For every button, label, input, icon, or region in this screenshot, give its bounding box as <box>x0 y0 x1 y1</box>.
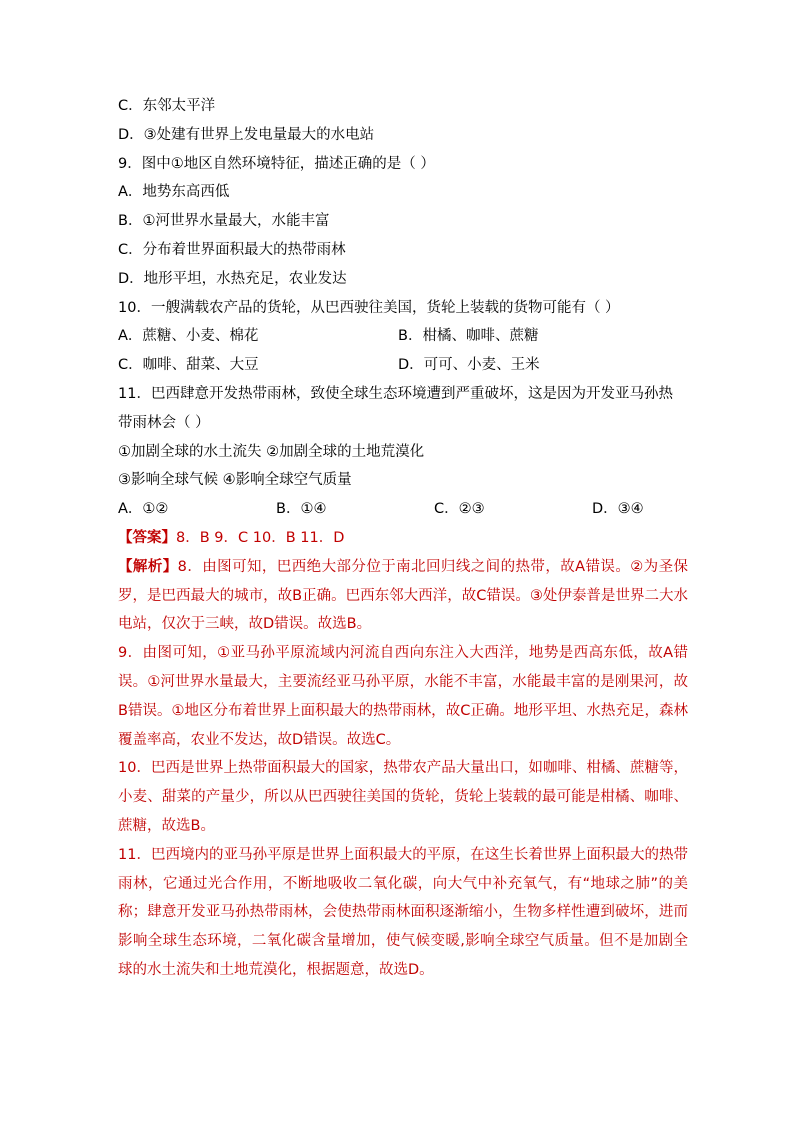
analysis-q11: 11．巴西境内的亚马孙平原是世界上面积最大的平原，在这生长着世界上面积最大的热带雨林，它通过光合作用，不断地吸收二氧化碳，向大气中补充氧气，有“地球之肺”的美称；肆意开发亚马孙热带雨林，会使热带雨林面积逐渐缩小，生物多样性遭到破坏，进而影响全球生态环境，二氧化碳含量增加，使气候变暖,影响全球空气质量。但不是加剧全球的水土流失和土地荒漠化，根据题意，故选D。 <box>118 846 688 978</box>
q10-option-b: B．柑橘、咖啡、蔗糖 <box>398 328 539 345</box>
q10-option-a: A．蔗糖、小麦、棉花 <box>118 328 259 345</box>
q11-option-d: D．③④ <box>592 501 644 518</box>
analysis-q8 <box>118 553 688 639</box>
q10-option-d: D．可可、小麦、王米 <box>398 357 540 374</box>
q9-option-c: C．分布着世界面积最大的热带雨林 <box>118 241 346 258</box>
exam-page <box>118 92 688 985</box>
q11-option-c: C．②③ <box>434 501 485 518</box>
q10-option-c: C．咖啡、甜菜、大豆 <box>118 357 259 374</box>
analysis-tag: 【解析】 <box>118 558 178 575</box>
answer-line <box>118 524 688 553</box>
q11-statements-line-1: ①加剧全球的水土流失 ②加剧全球的土地荒漠化 <box>118 443 425 460</box>
q11-options-row <box>118 495 688 524</box>
q10-stem: 10．一艘满载农产品的货轮，从巴西驶往美国，货轮上装载的货物可能有（ ） <box>118 299 620 316</box>
analysis-q9: 9．由图可知，①亚马孙平原流域内河流自西向东注入大西洋，地势是西高东低，故A错误。①河世界水量最大，主要流经亚马孙平原，水能不丰富，水能最丰富的是刚果河，故B错误。①地区分布着世界上面积最大的热带雨林，故C正确。地形平坦、水热充足，森林覆盖率高，农业不发达，故D错误。故选C。 <box>118 645 688 748</box>
q9-option-b: B．①河世界水量最大，水能丰富 <box>118 213 330 230</box>
q11-stem-line-2: 带雨林会（ ） <box>118 414 210 431</box>
q8-option-d: D．③处建有世界上发电量最大的水电站 <box>118 126 375 143</box>
q11-option-a: A．①② <box>118 501 169 518</box>
analysis-q10: 10．巴西是世界上热带面积最大的国家，热带农产品大量出口，如咖啡、柑橘、蔗糖等，小麦、甜菜的产量少，所以从巴西驶往美国的货轮，货轮上装载的最可能是柑橘、咖啡、蔗糖，故选B。 <box>118 760 688 834</box>
q11-statements-line-2: ③影响全球气候 ④影响全球空气质量 <box>118 472 352 489</box>
q9-stem: 9．图中①地区自然环境特征，描述正确的是（ ） <box>118 155 435 172</box>
answer-text: 8．B 9．C 10．B 11．D <box>176 529 345 546</box>
answer-tag: 【答案】 <box>118 529 176 546</box>
q9-option-d: D．地形平坦，水热充足，农业发达 <box>118 270 347 287</box>
q11-stem-line-1: 11．巴西肆意开发热带雨林，致使全球生态环境遭到严重破坏，这是因为开发亚马孙热 <box>118 385 673 402</box>
q11-option-b: B．①④ <box>276 501 327 518</box>
q10-options-row-2 <box>118 351 688 380</box>
q9-option-a: A．地势东高西低 <box>118 184 230 201</box>
q8-option-c: C．东邻太平洋 <box>118 98 216 114</box>
analysis-q8-text: 8．由图可知，巴西绝大部分位于南北回归线之间的热带，故A错误。②为圣保罗，是巴西最大的城市，故B正确。巴西东邻大西洋，故C错误。③处伊泰普是世界二大水电站，仅次于三峡，故D错误。故选B。 <box>118 558 689 633</box>
q10-options-row-1 <box>118 322 688 351</box>
